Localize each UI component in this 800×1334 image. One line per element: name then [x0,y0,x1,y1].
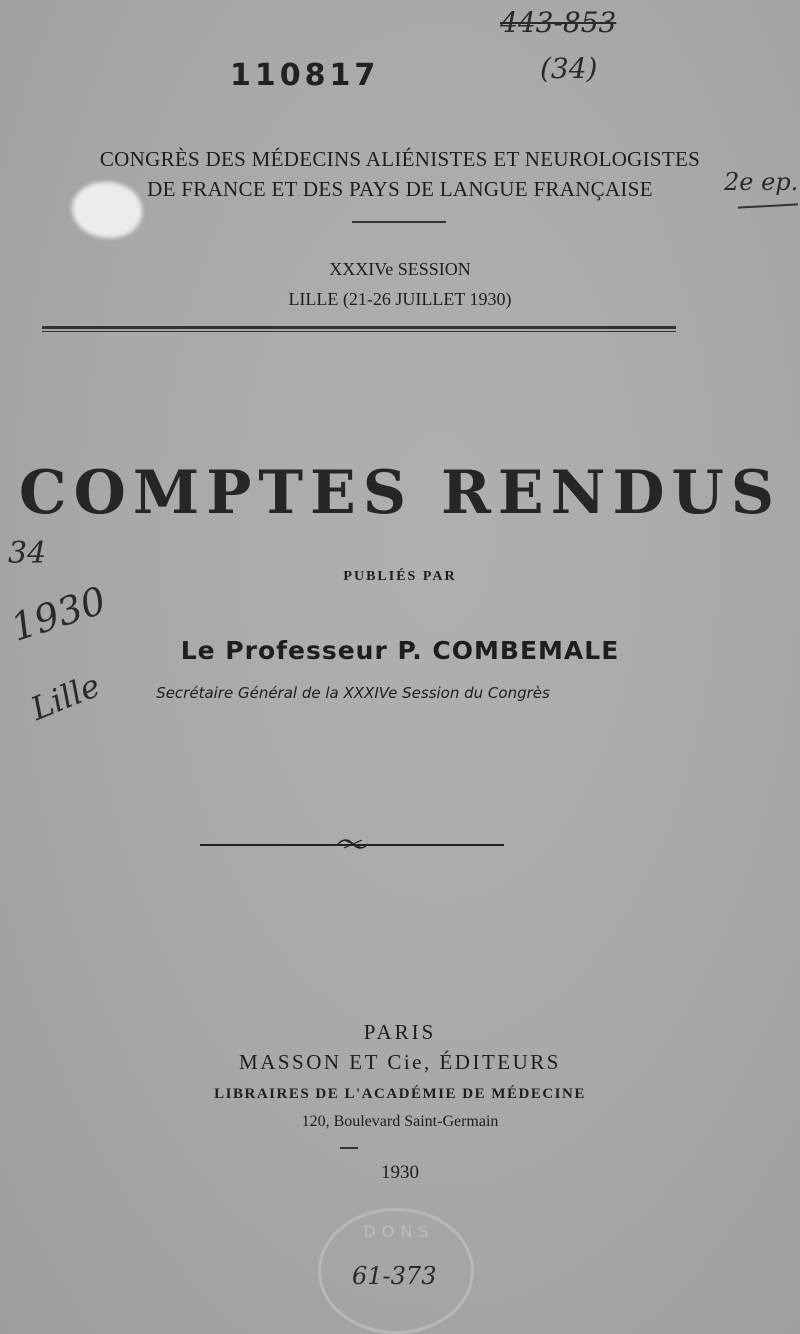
publisher-address: 120, Boulevard Saint-Germain [301,1113,499,1130]
margin-note-2: 1930 [5,578,112,650]
publisher-subtitle: LIBRAIRES DE L'ACADÉMIE DE MÉDECINE [214,1086,586,1102]
short-divider [352,221,446,223]
stamp-handwritten-number: 61-373 [352,1262,437,1290]
small-dash [340,1147,358,1149]
handwritten-side-note: 2e ep. [724,168,799,196]
accession-stamp-number: 110817 [230,58,380,93]
author-role: Secrétaire Général de la XXXIVe Session du Congrès [156,684,550,702]
session-location-dates: LILLE (21-26 JUILLET 1930) [288,289,512,309]
congress-line-1: CONGRÈS DES MÉDECINS ALIÉNISTES ET NEUROLOGISTES [99,147,701,171]
double-rule-thin [42,331,676,332]
session-info [0,254,800,314]
ornament-flourish-icon [336,832,370,852]
double-rule-thick [42,326,676,329]
publisher-city: PARIS [363,1020,437,1044]
published-by-label: PUBLIÉS PAR [343,569,457,584]
session-label: XXXIVe SESSION [329,259,471,279]
margin-note-1: 34 [8,536,47,571]
margin-note-3: Lille [25,666,106,728]
handwritten-struck-number: 443-853 [500,6,617,39]
author-name: Le Professeur P. COMBEMALE [180,636,620,665]
publisher-name: MASSON ET Cie, ÉDITEURS [239,1050,561,1074]
library-stamp-text: DONS [363,1222,435,1241]
publication-year: 1930 [381,1162,419,1183]
side-note-underline [738,203,798,208]
page-title: COMPTES RENDUS [18,458,782,528]
handwritten-paren-number: (34) [540,52,598,85]
paper-damage-blot [72,182,142,238]
congress-line-2: DE FRANCE ET DES PAYS DE LANGUE FRANÇAISE [147,177,653,201]
